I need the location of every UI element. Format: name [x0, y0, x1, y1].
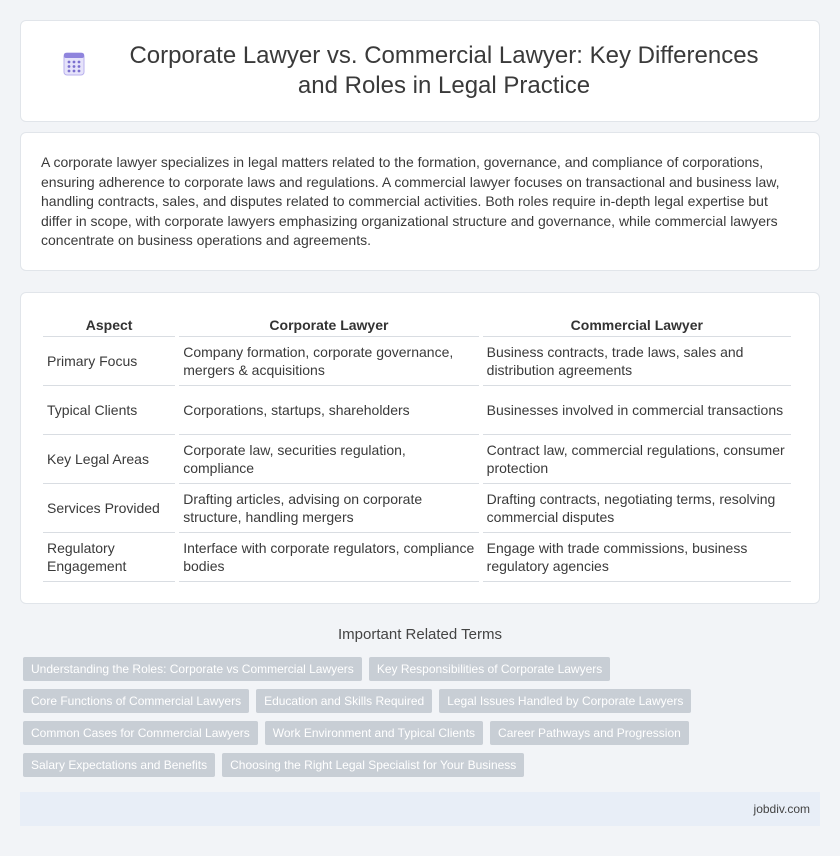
tag-row [23, 753, 823, 785]
tag-row [23, 721, 823, 753]
related-term-tag[interactable]: Career Pathways and Progression [490, 721, 689, 745]
related-term-tag[interactable]: Choosing the Right Legal Specialist for Your Business [222, 753, 524, 777]
comparison-table [39, 311, 795, 582]
row-aspect: Key Legal Areas [43, 435, 175, 484]
row-commercial: Business contracts, trade laws, sales and distribution agreements [483, 337, 791, 386]
row-commercial: Engage with trade commissions, business regulatory agencies [483, 533, 791, 582]
row-corporate: Corporate law, securities regulation, compliance [179, 435, 478, 484]
related-terms-title: Important Related Terms [338, 626, 502, 643]
related-terms-tags [23, 657, 823, 785]
tag-row [23, 657, 823, 689]
footer [20, 792, 820, 826]
comparison-table-card [20, 292, 820, 604]
related-term-tag[interactable]: Work Environment and Typical Clients [265, 721, 483, 745]
related-term-tag[interactable]: Education and Skills Required [256, 689, 432, 713]
row-aspect: Primary Focus [43, 337, 175, 386]
header-commercial-lawyer: Commercial Lawyer [483, 311, 791, 337]
row-commercial: Businesses involved in commercial transactions [483, 386, 791, 435]
row-commercial: Contract law, commercial regulations, consumer protection [483, 435, 791, 484]
row-aspect: Services Provided [43, 484, 175, 533]
related-term-tag[interactable]: Common Cases for Commercial Lawyers [23, 721, 258, 745]
summary-card [20, 132, 820, 271]
row-aspect: Typical Clients [43, 386, 175, 435]
related-term-tag[interactable]: Core Functions of Commercial Lawyers [23, 689, 249, 713]
tag-row [23, 689, 823, 721]
table-row [43, 484, 791, 533]
document-icon [61, 51, 87, 77]
related-term-tag[interactable]: Legal Issues Handled by Corporate Lawyers [439, 689, 691, 713]
table-row [43, 533, 791, 582]
header-corporate-lawyer: Corporate Lawyer [179, 311, 478, 337]
table-row [43, 435, 791, 484]
related-term-tag[interactable]: Key Responsibilities of Corporate Lawyers [369, 657, 610, 681]
row-corporate: Drafting articles, advising on corporate structure, handling mergers [179, 484, 478, 533]
row-corporate: Interface with corporate regulators, compliance bodies [179, 533, 478, 582]
table-header-row [43, 311, 791, 337]
table-row [43, 337, 791, 386]
summary-text: A corporate lawyer specializes in legal matters related to the formation, governance, and compliance of corporations, ensuring adherence to corporate laws and regulations. A commercial lawyer focuses on transactional and business law, handling contracts, sales, and disputes related to commercial activities. Both roles require in-depth legal expertise but differ in scope, with corporate lawyers emphasizing organizational structure and governance, while commercial lawyers concentrate on business operations and agreements. [41, 154, 780, 249]
header-card [20, 20, 820, 122]
row-commercial: Drafting contracts, negotiating terms, resolving commercial disputes [483, 484, 791, 533]
row-corporate: Company formation, corporate governance, mergers & acquisitions [179, 337, 478, 386]
row-aspect: Regulatory Engagement [43, 533, 175, 582]
page-title: Corporate Lawyer vs. Commercial Lawyer: Key Differences and Roles in Legal Practice [129, 42, 759, 99]
title-wrap [61, 41, 779, 101]
table-row [43, 386, 791, 435]
related-term-tag[interactable]: Salary Expectations and Benefits [23, 753, 215, 777]
row-corporate: Corporations, startups, shareholders [179, 386, 478, 435]
header-aspect: Aspect [43, 311, 175, 337]
related-term-tag[interactable]: Understanding the Roles: Corporate vs Commercial Lawyers [23, 657, 362, 681]
footer-site[interactable]: jobdiv.com [753, 802, 810, 816]
